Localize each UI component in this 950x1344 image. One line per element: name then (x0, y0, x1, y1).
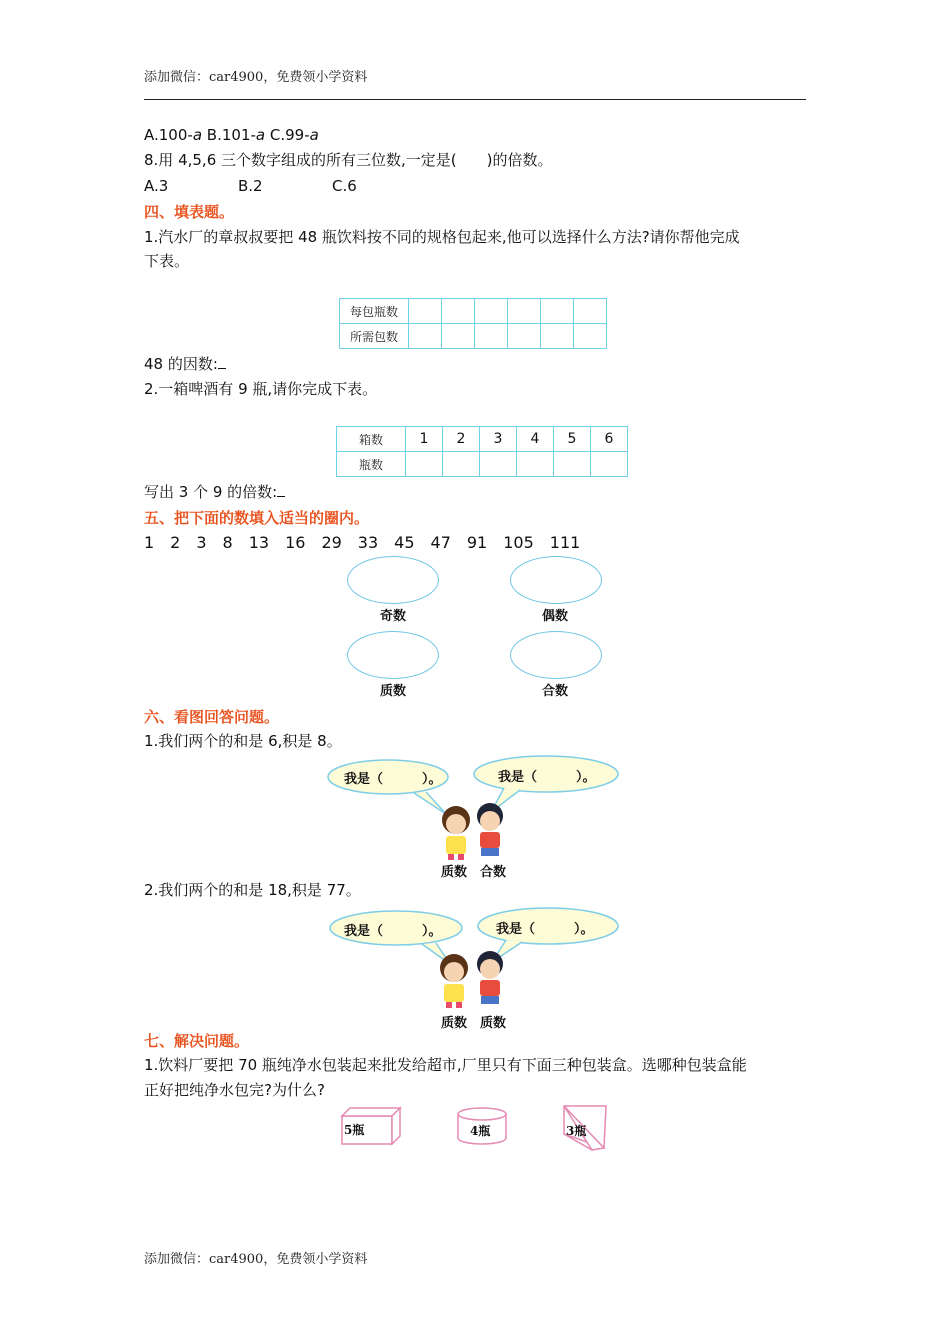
table-cell[interactable] (508, 299, 541, 324)
table-cell[interactable] (574, 324, 607, 349)
q7-option-c: C.99- (269, 126, 310, 144)
composite-circle[interactable] (510, 631, 602, 679)
section-5-title: 五、把下面的数填入适当的圈内。 (144, 509, 370, 527)
table-cell[interactable] (475, 299, 508, 324)
answer-blank[interactable] (218, 354, 226, 369)
footer-note: 添加微信：car4900，免费领小学资料 (144, 1252, 368, 1267)
composite-label: 合数 (542, 684, 569, 699)
table-row-label: 每包瓶数 (340, 299, 409, 324)
table-cell[interactable] (554, 452, 591, 477)
q7-option-c-var: a (309, 126, 319, 144)
caption-left: 质数 (441, 1016, 468, 1031)
q8-option-c: C.6 (332, 177, 357, 195)
table-cell[interactable] (591, 452, 628, 477)
sec4-q1-line2: 下表。 (144, 252, 190, 270)
table-cell[interactable] (508, 324, 541, 349)
table-cell[interactable] (442, 324, 475, 349)
table-row-label: 瓶数 (337, 452, 406, 477)
bubble-text-right: 我是（ ）。 (498, 770, 596, 785)
table-cell: 3 (480, 427, 517, 452)
multiples-of-9-line (144, 481, 285, 503)
bubble-text-left: 我是（ ）。 (344, 772, 442, 787)
q7-option-a-var: a (192, 126, 203, 144)
even-circle[interactable] (510, 556, 602, 604)
table-cell: 4 (517, 427, 554, 452)
table-cell[interactable] (574, 299, 607, 324)
table-cell[interactable] (541, 299, 574, 324)
sec6-q2: 2.我们两个的和是 18,积是 77。 (144, 881, 361, 899)
sec6-q1: 1.我们两个的和是 6,积是 8。 (144, 732, 342, 750)
table-cell[interactable] (409, 324, 442, 349)
table-cell: 2 (443, 427, 480, 452)
girl-figure (440, 954, 468, 1008)
table-cell[interactable] (517, 452, 554, 477)
boy-figure (477, 951, 503, 1004)
box-label-4: 4瓶 (470, 1124, 491, 1138)
table-cell[interactable] (406, 452, 443, 477)
sec4-q1-line1: 1.汽水厂的章叔叔要把 48 瓶饮料按不同的规格包起来,他可以选择什么方法?请你帮他完成 (144, 228, 740, 246)
table-cell: 6 (591, 427, 628, 452)
table-cell: 5 (554, 427, 591, 452)
table-row (340, 299, 607, 324)
caption-left: 质数 (441, 865, 468, 880)
factors-of-48-label: 48 的因数: (144, 355, 218, 373)
table-row-label: 所需包数 (340, 324, 409, 349)
kids-illustration-2 (326, 900, 626, 1012)
table-cell[interactable] (442, 299, 475, 324)
box-label-5: 5瓶 (344, 1123, 365, 1137)
box-label-3: 3瓶 (566, 1124, 587, 1138)
table-cell[interactable] (443, 452, 480, 477)
number-list: 1 2 3 8 13 16 29 33 45 47 91 105 111 (144, 533, 581, 552)
factors-of-48-line (144, 353, 226, 375)
section-7-title: 七、解决问题。 (144, 1032, 250, 1050)
prime-circle[interactable] (347, 631, 439, 679)
table-row (340, 324, 607, 349)
caption-right: 质数 (480, 1016, 507, 1031)
answer-blank[interactable] (277, 482, 285, 497)
odd-label: 奇数 (380, 609, 407, 624)
q8-option-b: B.2 (238, 177, 263, 195)
table-row (337, 427, 628, 452)
q7-option-a: A.100- (144, 126, 193, 144)
table-pack-plan (339, 298, 607, 349)
table-row-label: 箱数 (337, 427, 406, 452)
table-row (337, 452, 628, 477)
odd-circle[interactable] (347, 556, 439, 604)
table-cell[interactable] (541, 324, 574, 349)
section-4-title: 四、填表题。 (144, 203, 235, 221)
table-cell[interactable] (480, 452, 517, 477)
table-cell: 1 (406, 427, 443, 452)
section-6-title: 六、看图回答问题。 (144, 708, 280, 726)
table-cell[interactable] (475, 324, 508, 349)
q7-options (144, 124, 319, 146)
girl-figure (442, 806, 470, 860)
sec7-q1-line1: 1.饮料厂要把 70 瓶纯净水包装起来批发给超市,厂里只有下面三种包装盒。选哪种包装盒能 (144, 1056, 747, 1074)
q8-options (144, 175, 357, 197)
sec4-q2: 2.一箱啤酒有 9 瓶,请你完成下表。 (144, 380, 378, 398)
header-rule (144, 99, 806, 100)
boy-figure (477, 803, 503, 856)
table-cell[interactable] (409, 299, 442, 324)
table-beer-boxes (336, 426, 628, 477)
q8-option-a: A.3 (144, 177, 169, 195)
multiples-of-9-label: 写出 3 个 9 的倍数: (144, 483, 278, 501)
q7-option-b-var: a (255, 126, 266, 144)
q7-option-b: B.101- (206, 126, 256, 144)
sec7-q1-line2: 正好把纯净水包完?为什么? (144, 1081, 325, 1099)
header-note: 添加微信：car4900，免费领小学资料 (144, 70, 368, 85)
bubble-text-right: 我是（ ）。 (496, 922, 594, 937)
prime-label: 质数 (380, 684, 407, 699)
q8-text: 8.用 4,5,6 三个数字组成的所有三位数,一定是( )的倍数。 (144, 151, 553, 169)
even-label: 偶数 (542, 609, 569, 624)
caption-right: 合数 (480, 865, 507, 880)
bubble-text-left: 我是（ ）。 (344, 924, 442, 939)
